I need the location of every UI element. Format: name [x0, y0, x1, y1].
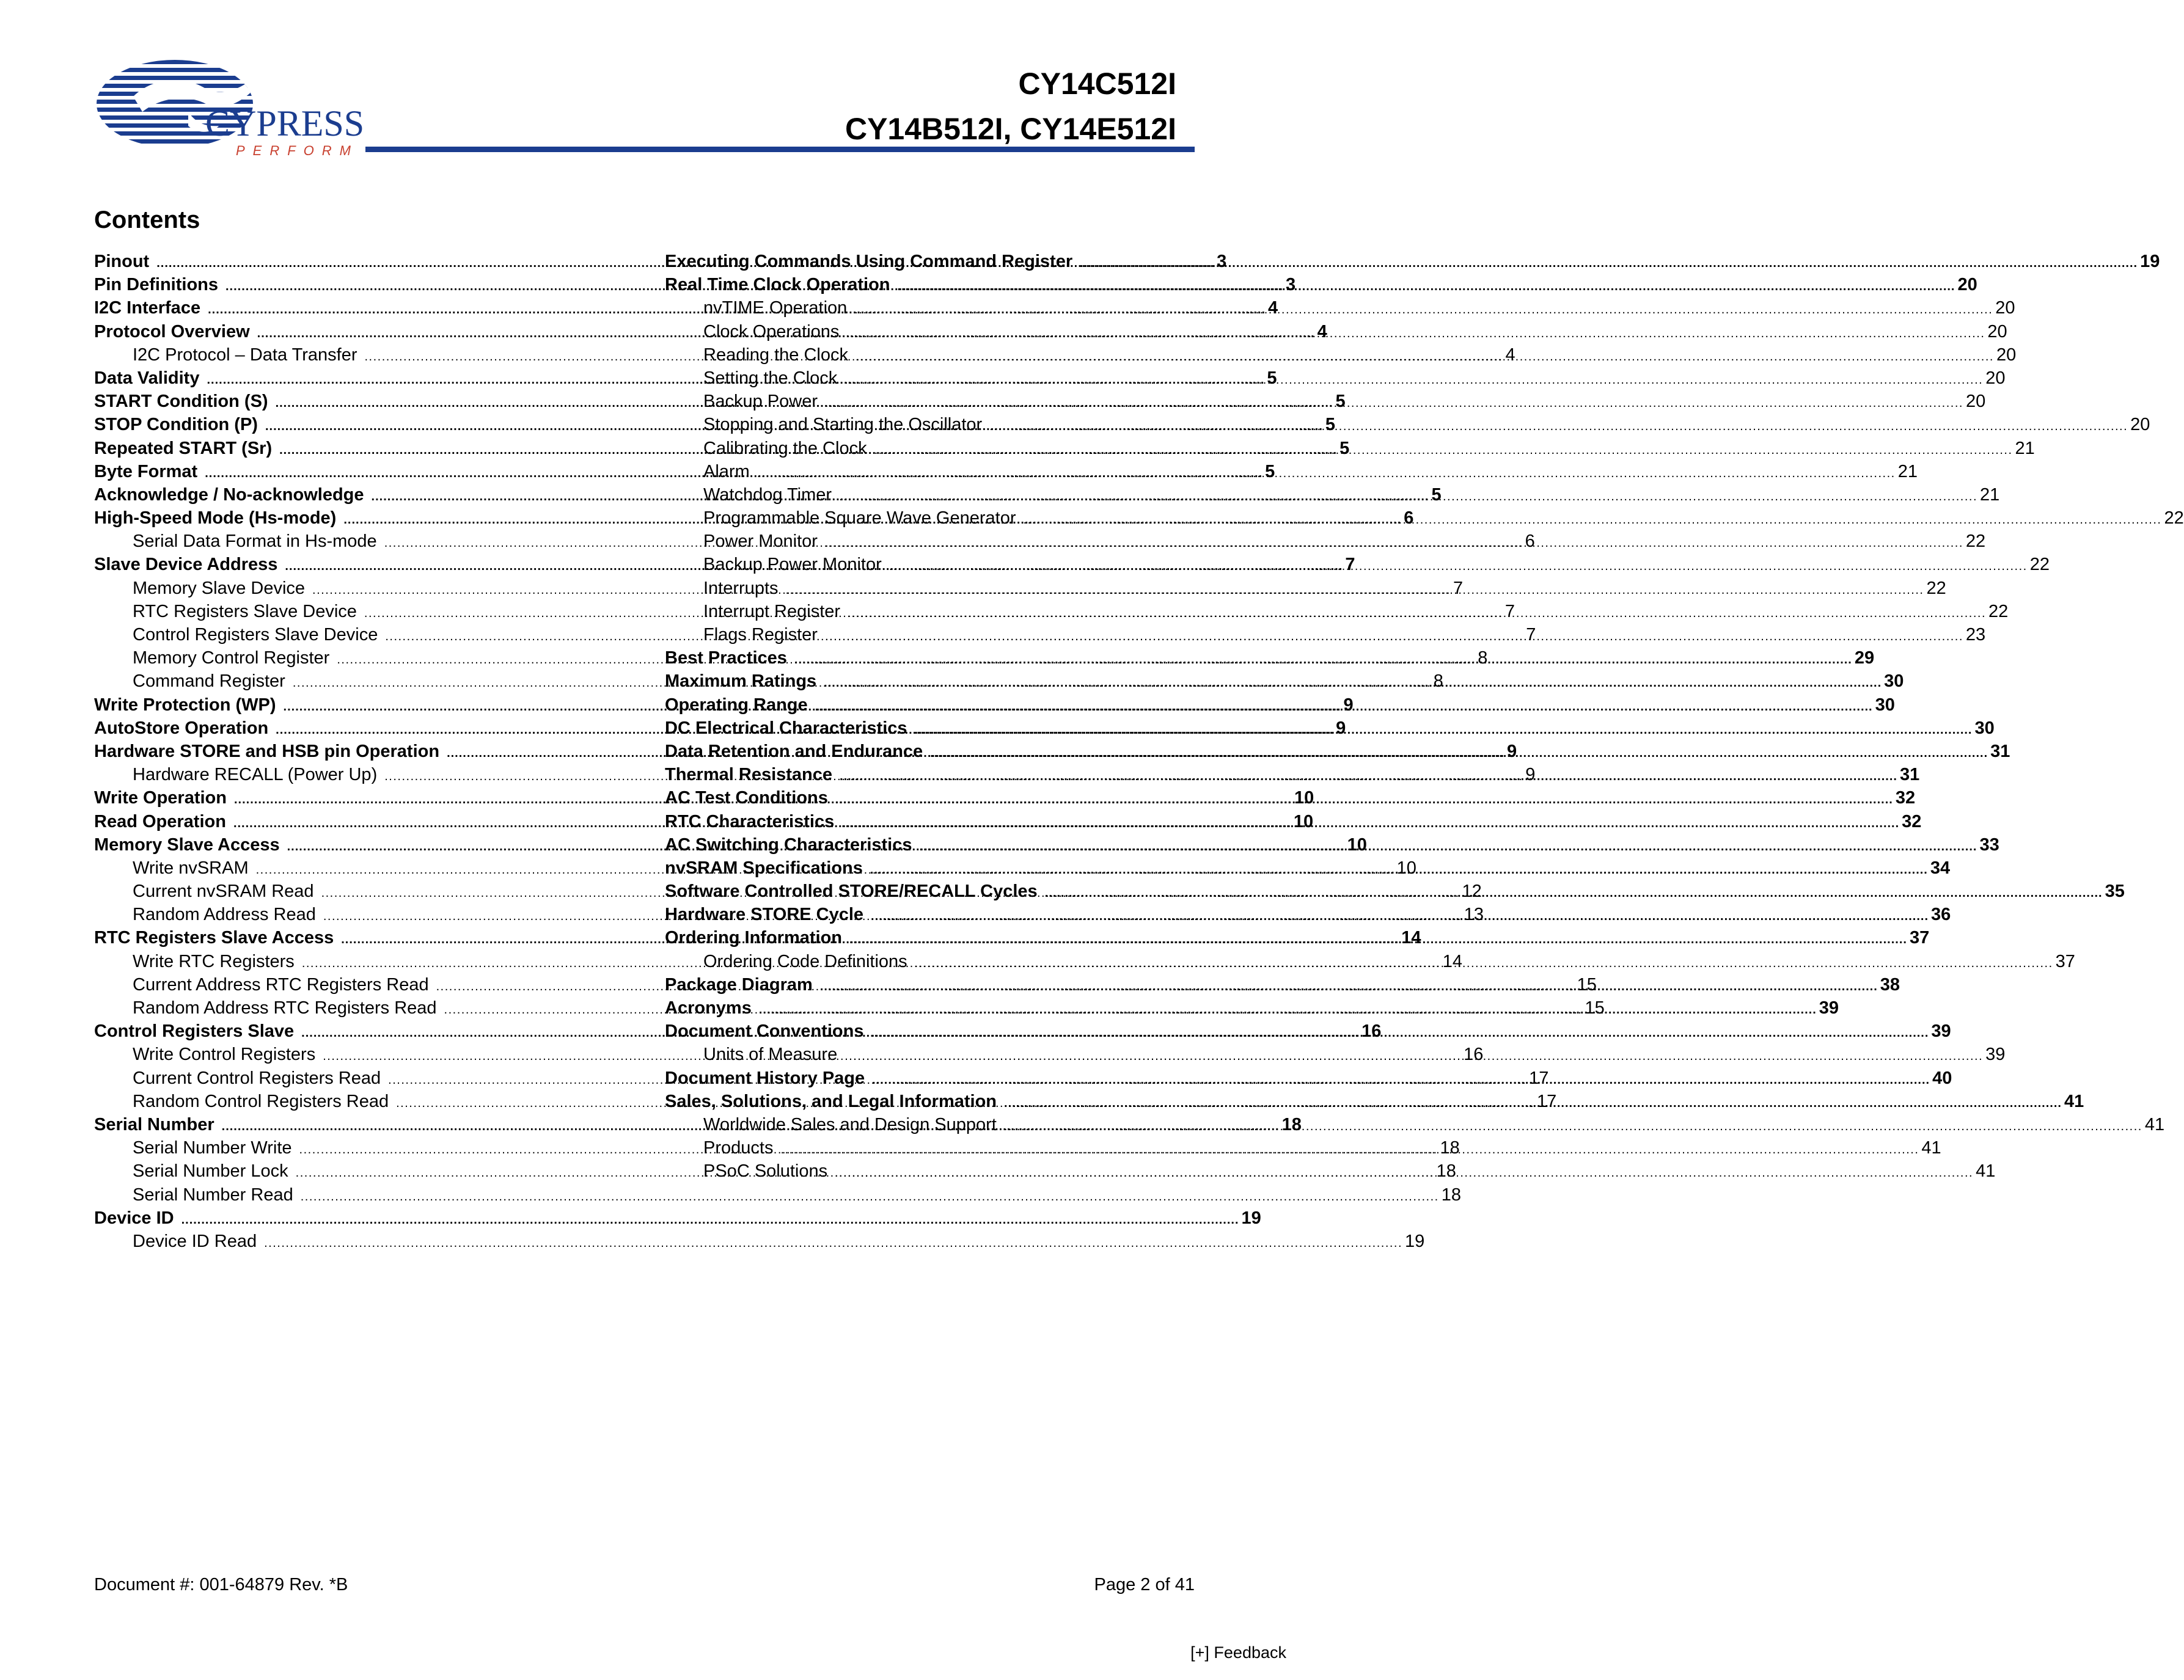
toc-entry[interactable]: [665, 671, 1904, 695]
toc-entry-title: I2C Interface: [94, 298, 201, 318]
toc-entry-page: 32: [1895, 788, 1916, 808]
toc-entry-page: 40: [1932, 1068, 1952, 1088]
cypress-logo: [97, 54, 365, 164]
toc-entry-page: 5: [1339, 438, 1350, 458]
toc-entry-page: 41: [1921, 1138, 1941, 1158]
toc-entry-page: 22: [1926, 578, 1946, 598]
svg-text:PERFORM: PERFORM: [236, 143, 359, 158]
toc-entry-title: Ordering Code Definitions: [703, 951, 907, 971]
toc-entry-page: 5: [1265, 461, 1275, 481]
toc-entry[interactable]: [665, 321, 2007, 345]
toc-entry-title: RTC Characteristics: [665, 811, 835, 831]
toc-entry-title: I2C Protocol – Data Transfer: [133, 345, 357, 365]
toc-entry-page: 20: [1995, 298, 2015, 318]
toc-leader-dots: [840, 770, 1897, 784]
toc-entry-title: Write RTC Registers: [133, 951, 295, 971]
toc-leader-dots: [264, 1236, 1402, 1251]
toc-entry-page: 8: [1433, 671, 1443, 692]
toc-entry-title: Data Validity: [94, 368, 200, 388]
header-rule: [365, 147, 1195, 152]
toc-leader-dots: [794, 653, 1852, 667]
toc-entry-title: Data Retention and Endurance: [665, 741, 923, 761]
toc-entry-page: 39: [1819, 998, 1839, 1018]
toc-entry-page: 20: [1987, 321, 2007, 341]
toc-entry-page: 5: [1325, 415, 1336, 435]
toc-leader-dots: [915, 957, 2053, 971]
toc-entry-title: Memory Slave Device: [133, 578, 306, 598]
toc-entry-title: Random Control Registers Read: [133, 1091, 389, 1111]
toc-entry-page: 30: [1884, 671, 1904, 692]
toc-entry-page: 41: [2144, 1114, 2165, 1134]
toc-entry-title: Current Control Registers Read: [133, 1068, 381, 1088]
toc-entry-title: STOP Condition (P): [94, 415, 258, 435]
toc-entry[interactable]: [665, 368, 2006, 392]
toc-entry-page: 10: [1347, 835, 1367, 855]
toc-leader-dots: [820, 980, 1878, 994]
toc-entry-title: Acknowledge / No-acknowledge: [94, 484, 364, 505]
toc-entry-title: Programmable Square Wave Generator: [703, 508, 1016, 528]
toc-entry-page: 14: [1401, 928, 1421, 948]
toc-entry-page: 21: [1897, 461, 1918, 481]
toc-entry[interactable]: [665, 392, 1986, 415]
toc-entry-title: Interrupts: [703, 578, 779, 598]
toc-leader-dots: [930, 747, 1988, 761]
toc-entry-page: 30: [1974, 718, 1995, 738]
toc-leader-dots: [825, 396, 1963, 411]
svg-text:CYPRESS: CYPRESS: [205, 103, 365, 144]
toc-leader-dots: [871, 910, 1929, 924]
toc-entry-page: 20: [1985, 368, 2006, 388]
toc-entry-page: 30: [1875, 695, 1895, 715]
toc-entry-title: Real Time Clock Operation: [665, 275, 890, 295]
toc-entry-page: 20: [2130, 415, 2150, 435]
toc-entry[interactable]: [94, 1231, 1425, 1255]
toc-entry[interactable]: [665, 345, 2017, 368]
toc-entry-page: 9: [1343, 695, 1354, 715]
toc-leader-dots: [870, 863, 1928, 877]
toc-entry-title: Write Operation: [94, 788, 227, 808]
toc-entry[interactable]: [665, 508, 2184, 531]
toc-entry-title: Hardware STORE and HSB pin Operation: [94, 741, 440, 761]
toc-leader-dots: [1045, 886, 2103, 900]
toc-entry-title: Byte Format: [94, 461, 198, 481]
toc-entry-title: Control Registers Slave Device: [133, 625, 378, 645]
toc-entry-title: Calibrating the Clock: [703, 438, 867, 458]
toc-leader-dots: [786, 583, 1924, 597]
toc-entry-page: 16: [1361, 1021, 1382, 1042]
toc-entry-page: 41: [2064, 1091, 2084, 1111]
toc-entry-page: 7: [1504, 601, 1515, 621]
toc-entry-title: DC Electrical Characteristics: [665, 718, 907, 738]
toc-entry-page: 18: [1281, 1114, 1302, 1134]
toc-entry-page: 22: [1965, 531, 1986, 552]
toc-entry-title: Command Register: [133, 671, 285, 692]
toc-entry-title: Setting the Clock: [703, 368, 838, 388]
document-title: [845, 61, 1176, 152]
toc-entry-title: Current Address RTC Registers Read: [133, 974, 429, 995]
toc-entry-page: 39: [1985, 1045, 2006, 1065]
toc-entry-title: Backup Power: [703, 392, 818, 412]
toc-leader-dots: [856, 350, 1994, 364]
toc-entry-page: 22: [2029, 555, 2050, 575]
toc-entry[interactable]: [665, 252, 2160, 275]
toc-leader-dots: [780, 1143, 1919, 1157]
toc-entry-page: 18: [1441, 1185, 1461, 1205]
toc-entry-page: 34: [1930, 858, 1951, 878]
toc-entry[interactable]: [665, 275, 1977, 298]
toc-entry-title: RTC Registers Slave Device: [133, 601, 357, 621]
toc-entry-title: Device ID: [94, 1208, 174, 1228]
toc-entry-page: 17: [1529, 1068, 1549, 1088]
toc-entry-title: Products: [703, 1138, 774, 1158]
toc-entry-page: 37: [2055, 951, 2075, 971]
toc-entry-title: Software Controlled STORE/RECALL Cycles: [665, 882, 1038, 902]
toc-entry-title: Random Address Read: [133, 905, 316, 925]
toc-entry[interactable]: [665, 765, 1920, 788]
toc-entry[interactable]: [665, 741, 2010, 765]
toc-leader-dots: [757, 467, 1896, 481]
toc-entry-title: Acronyms: [665, 998, 752, 1018]
toc-leader-dots: [1024, 513, 2162, 527]
toc-entry-title: Pin Definitions: [94, 275, 218, 295]
toc-entry-title: Hardware STORE Cycle: [665, 905, 864, 925]
toc-entry-page: 23: [1965, 625, 1986, 645]
page-number: Page 2 of 41: [1094, 1575, 1195, 1594]
toc-entry-page: 31: [1899, 765, 1920, 785]
toc-entry-page: 37: [1909, 928, 1930, 948]
toc-entry[interactable]: [665, 438, 2035, 462]
toc-leader-dots: [835, 793, 1893, 807]
toc-leader-dots: [846, 327, 1985, 341]
toc-entry-page: 7: [1526, 625, 1536, 645]
toc-entry-page: 3: [1217, 252, 1227, 271]
part-number-primary: CY14C512I: [1018, 67, 1176, 101]
toc-entry-page: 12: [1462, 882, 1482, 902]
toc-entry-title: Serial Number Read: [133, 1185, 293, 1205]
toc-entry-title: Random Address RTC Registers Read: [133, 998, 437, 1018]
toc-entry-title: Clock Operations: [703, 321, 840, 341]
toc-entry-title: Protocol Overview: [94, 321, 250, 341]
toc-entry-page: 22: [1988, 601, 2009, 621]
toc-entry-page: 7: [1345, 555, 1355, 575]
toc-entry-page: 10: [1293, 811, 1314, 831]
toc-entry-page: 13: [1464, 905, 1484, 925]
toc-entry-title: Reading the Clock: [703, 345, 848, 365]
toc-entry-title: Units of Measure: [703, 1045, 838, 1065]
toc-entry-title: START Condition (S): [94, 392, 268, 412]
toc-entry-page: 20: [1957, 275, 1977, 295]
toc-entry-page: 9: [1336, 718, 1346, 738]
toc-entry-page: 33: [1979, 835, 1999, 855]
toc-leader-dots: [759, 1003, 1817, 1017]
toc-entry-page: 39: [1931, 1021, 1951, 1042]
toc-entry-title: AC Switching Characteristics: [665, 835, 912, 855]
document-number: Document #: 001-64879 Rev. *B: [94, 1575, 348, 1594]
toc-entry-page: 36: [1931, 905, 1951, 925]
toc-entry-page: 10: [1396, 858, 1416, 878]
toc-leader-dots: [915, 723, 1973, 737]
toc-entry-title: Ordering Information: [665, 928, 842, 948]
toc-leader-dots: [874, 444, 2013, 458]
toc-entry-page: 16: [1464, 1045, 1484, 1065]
toc-leader-dots: [825, 630, 1963, 644]
toc-entry-title: High-Speed Mode (Hs-mode): [94, 508, 337, 528]
toc-entry-title: Sales, Solutions, and Legal Information: [665, 1091, 997, 1111]
toc-entry-title: nvSRAM Specifications: [665, 858, 863, 878]
toc-leader-dots: [845, 373, 1983, 387]
toc-entry-page: 22: [2164, 508, 2184, 528]
toc-entry-title: Current nvSRAM Read: [133, 882, 314, 902]
toc-entry-page: 9: [1525, 765, 1536, 785]
toc-entry-page: 14: [1442, 951, 1463, 971]
toc-entry[interactable]: [665, 298, 2015, 321]
toc-entry-page: 18: [1440, 1138, 1460, 1158]
toc-entry-title: Worldwide Sales and Design Support: [703, 1114, 997, 1134]
toc-entry[interactable]: [94, 1185, 1461, 1208]
toc-entry-page: 5: [1267, 368, 1277, 388]
toc-entry-title: Control Registers Slave: [94, 1021, 295, 1042]
toc-entry-title: Flags Register: [703, 625, 818, 645]
toc-entry-page: 21: [2015, 438, 2035, 458]
toc-entry-page: 7: [1453, 578, 1464, 598]
toc-entry-page: 29: [1854, 648, 1875, 668]
toc-entry-page: 10: [1294, 788, 1314, 808]
toc-entry[interactable]: [665, 531, 1986, 555]
toc-leader-dots: [872, 1073, 1930, 1087]
feedback-link[interactable]: [+] Feedback: [1190, 1643, 1286, 1662]
toc-entry-page: 17: [1537, 1091, 1557, 1111]
toc-entry[interactable]: [665, 718, 1995, 742]
toc-entry-title: Best Practices: [665, 648, 787, 668]
toc-entry-page: 32: [1902, 811, 1922, 831]
toc-leader-dots: [824, 676, 1882, 690]
toc-entry-title: AutoStore Operation: [94, 718, 269, 738]
toc-leader-dots: [920, 840, 1977, 854]
toc-entry[interactable]: [665, 601, 2009, 625]
toc-entry-title: Write Control Registers: [133, 1045, 316, 1065]
toc-entry-page: 5: [1335, 392, 1346, 412]
part-number-secondary: CY14B512I, CY14E512I: [845, 112, 1176, 146]
toc-entry-page: 21: [1980, 484, 2000, 505]
toc-leader-dots: [849, 933, 1907, 947]
toc-entry-title: Document History Page: [665, 1068, 865, 1088]
toc-entry[interactable]: [665, 625, 1986, 648]
toc-entry-title: Package Diagram: [665, 974, 813, 995]
toc-entry-title: AC Test Conditions: [665, 788, 828, 808]
toc-entry[interactable]: [665, 648, 1875, 671]
toc-entry-title: Executing Commands Using Command Register: [665, 252, 1073, 271]
toc-entry[interactable]: [665, 484, 2000, 508]
toc-entry-page: 41: [1976, 1161, 1996, 1181]
toc-entry-page: 35: [2105, 882, 2125, 902]
toc-entry-page: 20: [1965, 392, 1986, 412]
toc-leader-dots: [825, 536, 1963, 550]
toc-entry-page: 19: [2140, 252, 2160, 271]
toc-entry-page: 15: [1585, 998, 1605, 1018]
toc-leader-dots: [848, 607, 1986, 621]
toc-entry-page: 4: [1268, 298, 1278, 318]
toc-entry-page: 20: [1996, 345, 2017, 365]
toc-leader-dots: [815, 700, 1873, 714]
toc-entry-title: RTC Registers Slave Access: [94, 928, 334, 948]
toc-entry-title: nvTIME Operation: [703, 298, 848, 318]
toc-leader-dots: [889, 560, 2028, 574]
toc-entry[interactable]: [665, 555, 2050, 578]
toc-leader-dots: [1004, 1097, 2062, 1111]
toc-entry-page: 5: [1431, 484, 1442, 505]
toc-entry-title: Read Operation: [94, 811, 226, 831]
toc-entry-title: Serial Number: [94, 1114, 214, 1134]
toc-entry-title: PSoC Solutions: [703, 1161, 828, 1181]
toc-entry-page: 3: [1285, 275, 1296, 295]
toc-entry-title: Power Monitor: [703, 531, 818, 552]
toc-leader-dots: [301, 1190, 1439, 1204]
toc-entry[interactable]: [665, 695, 1895, 718]
toc-leader-dots: [989, 420, 2128, 434]
toc-entry-title: Memory Control Register: [133, 648, 330, 668]
toc-entry-page: 9: [1507, 741, 1517, 761]
toc-entry-page: 4: [1505, 345, 1515, 365]
toc-entry-title: Serial Number Lock: [133, 1161, 288, 1181]
toc-entry-title: Serial Number Write: [133, 1138, 292, 1158]
toc-entry-page: 19: [1405, 1231, 1425, 1251]
toc-entry-title: Hardware RECALL (Power Up): [133, 765, 378, 785]
contents-heading: Contents: [94, 206, 200, 233]
toc-leader-dots: [1080, 257, 2138, 271]
toc-entry-page: 38: [1880, 974, 1900, 995]
toc-entry-title: Stopping and Starting the Oscillator: [703, 415, 983, 435]
toc-leader-dots: [871, 1026, 1929, 1040]
toc-entry-title: Operating Range: [665, 695, 808, 715]
toc-entry-page: 6: [1525, 531, 1535, 552]
toc-entry[interactable]: [665, 461, 1918, 485]
toc-entry-title: Watchdog Timer: [703, 484, 832, 505]
toc-entry-title: Thermal Resistance: [665, 765, 833, 785]
toc-entry-title: Interrupt Register: [703, 601, 841, 621]
toc-entry-page: 4: [1317, 321, 1327, 341]
toc-entry[interactable]: [94, 1208, 1261, 1232]
toc-leader-dots: [841, 817, 1899, 831]
toc-entry-title: Memory Slave Access: [94, 835, 280, 855]
toc-entry-title: Slave Device Address: [94, 555, 278, 575]
toc-entry-title: Device ID Read: [133, 1231, 257, 1251]
toc-entry-page: 6: [1404, 508, 1414, 528]
toc-leader-dots: [1004, 1120, 2142, 1134]
toc-entry-title: Serial Data Format in Hs-mode: [133, 531, 377, 552]
toc-entry[interactable]: [665, 415, 2150, 438]
toc-entry-page: 8: [1478, 648, 1488, 668]
toc-entry-page: 18: [1436, 1161, 1456, 1181]
toc-entry-page: 15: [1577, 974, 1597, 995]
toc-entry[interactable]: [665, 578, 1946, 602]
toc-leader-dots: [845, 1050, 1983, 1064]
toc-entry-title: Backup Power Monitor: [703, 555, 882, 575]
toc-entry-title: Repeated START (Sr): [94, 438, 273, 458]
toc-entry-title: Pinout: [94, 252, 150, 271]
toc-leader-dots: [854, 303, 1993, 317]
toc-entry-title: Alarm: [703, 461, 750, 481]
toc-leader-dots: [181, 1213, 1239, 1227]
toc-entry-title: Write Protection (WP): [94, 695, 276, 715]
toc-leader-dots: [839, 490, 1977, 504]
toc-entry-page: 31: [1990, 741, 2010, 761]
toc-entry-title: Maximum Ratings: [665, 671, 817, 692]
toc-leader-dots: [835, 1166, 1973, 1180]
toc-entry-title: Document Conventions: [665, 1021, 864, 1042]
toc-entry-page: 19: [1241, 1208, 1261, 1228]
toc-leader-dots: [898, 280, 1955, 294]
toc-entry-title: Write nvSRAM: [133, 858, 249, 878]
